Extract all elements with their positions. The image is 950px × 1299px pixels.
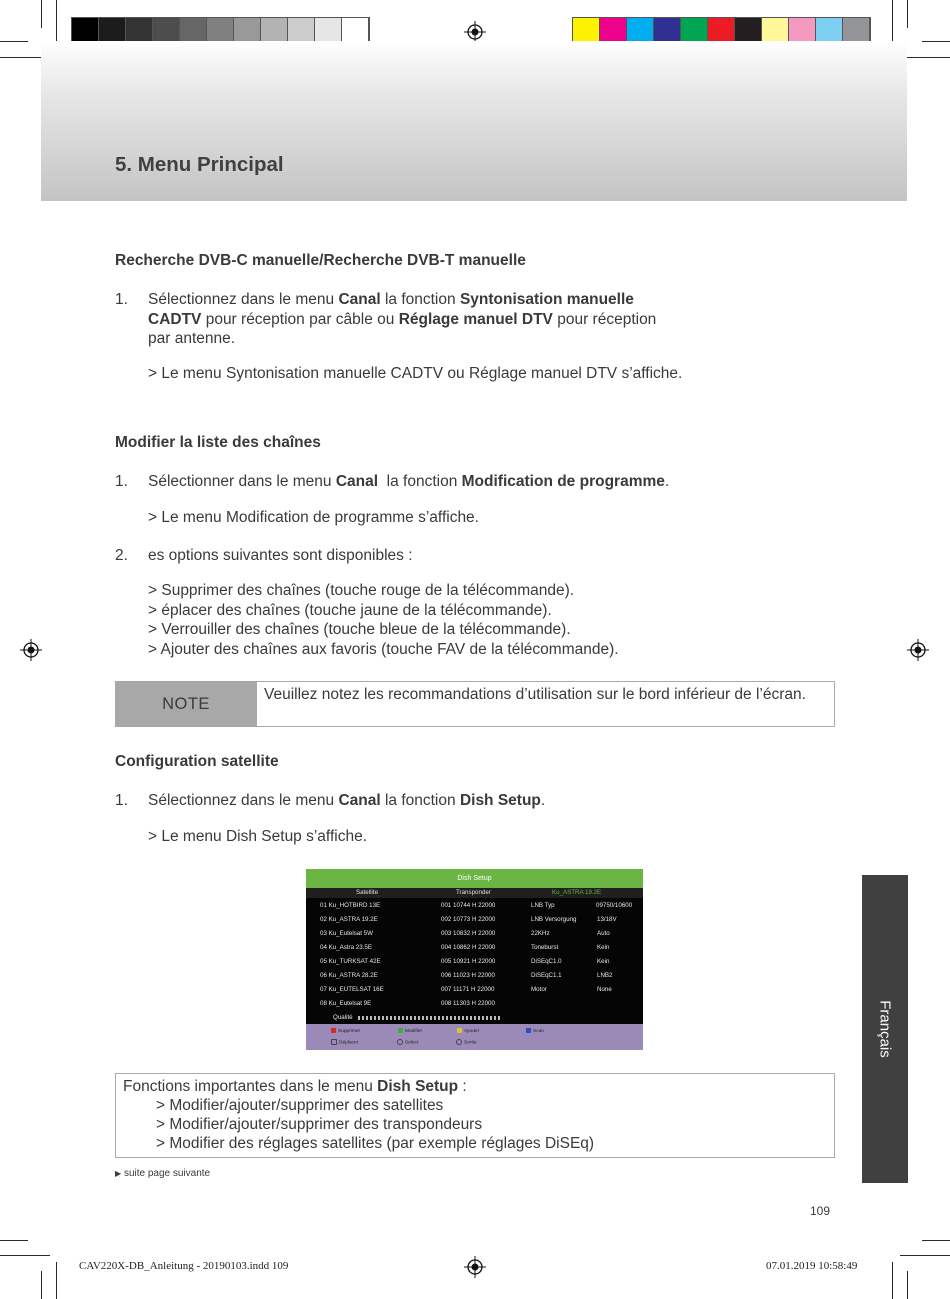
setting-label: Toneburst xyxy=(531,944,559,951)
satellite-name: 03 Ku_Eutelsat 5W xyxy=(320,930,373,937)
triangle-right-icon: ▶ xyxy=(115,1169,122,1178)
option-item: > Verrouiller des chaînes (touche bleue de la télécommande). xyxy=(148,621,571,638)
slug-filename: CAV220X-DB_Anleitung - 20190103.indd 109 xyxy=(79,1260,289,1272)
registration-mark-icon xyxy=(20,639,42,661)
step-result: > Le menu Syntonisation manuelle CADTV ou Réglage manuel DTV s’affiche. xyxy=(148,365,683,382)
step-text: es options suivantes sont disponibles : xyxy=(148,547,413,564)
section-heading: Recherche DVB-C manuelle/Recherche DVB-T manuelle xyxy=(115,252,526,269)
function-item: > Modifier des réglages satellites (par exemple réglages DiSEq) xyxy=(156,1135,595,1152)
setting-label: Motor xyxy=(531,986,547,993)
setting-value: 09750/10600 xyxy=(596,902,633,909)
setting-value: 13/18V xyxy=(597,916,617,923)
language-tab xyxy=(862,875,908,1183)
key-supprimer: Supprimer xyxy=(331,1028,360,1034)
header-band xyxy=(41,41,907,201)
transponder-value: 001 10744 H 22000 xyxy=(441,902,496,909)
quality-bar xyxy=(358,1016,501,1020)
setting-value: Auto xyxy=(597,930,610,937)
key-deplacer: Déplacer xyxy=(331,1039,358,1045)
note-label: NOTE xyxy=(115,681,257,727)
satellite-row[interactable] xyxy=(306,986,643,999)
key-sortie: Sortie xyxy=(456,1039,477,1045)
dish-setup-screenshot xyxy=(306,869,643,1050)
setting-label: LNB Typ xyxy=(531,902,555,909)
satellite-name: 06 Ku_ASTRA 28.2E xyxy=(320,972,378,979)
satellite-row[interactable] xyxy=(306,916,643,929)
section-heading: Modifier la liste des chaînes xyxy=(115,434,321,451)
option-item: > Supprimer des chaînes (touche rouge de la télécommande). xyxy=(148,582,575,599)
language-label: Français xyxy=(876,1000,894,1058)
step-number: 2. xyxy=(115,547,128,564)
column-transponder: Transponder xyxy=(456,889,491,896)
step-text: Sélectionner dans le menu Canal la fonction Modification de programme. xyxy=(148,473,670,490)
transponder-value: 008 11303 H 22000 xyxy=(441,1000,495,1007)
transponder-value: 004 10862 H 22000 xyxy=(441,944,496,951)
slug-timestamp: 07.01.2019 10:58:49 xyxy=(766,1260,858,1272)
step-number: 1. xyxy=(115,473,128,490)
setting-label: 22KHz xyxy=(531,930,550,937)
satellite-row[interactable] xyxy=(306,902,643,915)
step-text: Sélectionnez dans le menu Canal la fonction Dish Setup. xyxy=(148,792,546,809)
function-item: > Modifier/ajouter/supprimer des transpondeurs xyxy=(156,1116,483,1133)
key-ajouter: Ajouter xyxy=(457,1028,479,1034)
quality-label: Qualité xyxy=(333,1014,353,1021)
section-heading: Configuration satellite xyxy=(115,753,279,770)
key-modifier: Modifier xyxy=(398,1028,422,1034)
note-text: Veuillez notez les recommandations d’utilisation sur le bord inférieur de l’écran. xyxy=(264,686,806,703)
satellite-row[interactable] xyxy=(306,930,643,943)
option-item: > Ajouter des chaînes aux favoris (touche FAV de la télécommande). xyxy=(148,640,619,658)
option-item: > éplacer des chaînes (touche jaune de la télécommande). xyxy=(148,601,552,619)
transponder-value: 002 10773 H 22000 xyxy=(441,916,496,923)
setting-value: LNB2 xyxy=(597,972,613,979)
setting-value: None xyxy=(597,986,612,993)
satellite-row[interactable] xyxy=(306,972,643,985)
step-number: 1. xyxy=(115,291,128,308)
transponder-value: 005 10921 H 22000 xyxy=(441,958,496,965)
satellite-name: 02 Ku_ASTRA 19.2E xyxy=(320,916,378,923)
satellite-row[interactable] xyxy=(306,944,643,957)
setting-label: LNB Versorgung xyxy=(531,916,577,923)
step-text: Sélectionnez dans le menu Canal la fonction Syntonisation manuelle CADTV pour réception par câble ou Réglage manuel DTV pour réception par antenne. xyxy=(148,291,657,347)
satellite-name: 04 Ku_Astra 23.5E xyxy=(320,944,372,951)
key-select: Select xyxy=(397,1039,418,1045)
chapter-title: 5. Menu Principal xyxy=(115,153,284,176)
setting-value: Kein xyxy=(597,944,610,951)
functions-intro: Fonctions importantes dans le menu Dish Setup : xyxy=(123,1078,467,1095)
setting-value: Kein xyxy=(597,958,610,965)
function-item: > Modifier/ajouter/supprimer des satellites xyxy=(156,1097,444,1114)
option-list xyxy=(148,581,619,659)
step-result: > Le menu Dish Setup s’affiche. xyxy=(148,828,367,845)
tv-column-header xyxy=(306,888,643,898)
satellite-row[interactable] xyxy=(306,958,643,971)
transponder-value: 003 10832 H 22000 xyxy=(441,930,496,937)
key-scan: Scan xyxy=(526,1028,544,1034)
transponder-value: 006 11023 H 22000 xyxy=(441,972,495,979)
satellite-name: 01 Ku_HOTBIRD 13E xyxy=(320,902,381,909)
step-result: > Le menu Modification de programme s’affiche. xyxy=(148,509,479,526)
registration-mark-icon xyxy=(907,639,929,661)
satellite-name: 08 Ku_Eutelsat 9E xyxy=(320,1000,372,1007)
selected-satellite: Ku_ASTRA 19.2E xyxy=(552,889,602,896)
tv-menu-title: Dish Setup xyxy=(306,869,643,888)
continue-note: ▶ suite page suivante xyxy=(115,1168,211,1179)
tv-key-legend xyxy=(306,1024,643,1050)
registration-mark-icon xyxy=(464,21,486,43)
setting-label: DiSEqC1.1 xyxy=(531,972,562,979)
satellite-name: 07 Ku_EUTELSAT 16E xyxy=(320,986,384,993)
page-number: 109 xyxy=(810,1204,831,1218)
registration-mark-icon xyxy=(464,1256,486,1278)
setting-label: DiSEqC1.0 xyxy=(531,958,562,965)
satellite-row[interactable] xyxy=(306,1000,643,1013)
step-number: 1. xyxy=(115,792,128,809)
transponder-value: 007 11171 H 22000 xyxy=(441,986,495,993)
satellite-name: 05 Ku_TURKSAT 42E xyxy=(320,958,381,965)
column-satellite: Satellite xyxy=(356,889,379,896)
